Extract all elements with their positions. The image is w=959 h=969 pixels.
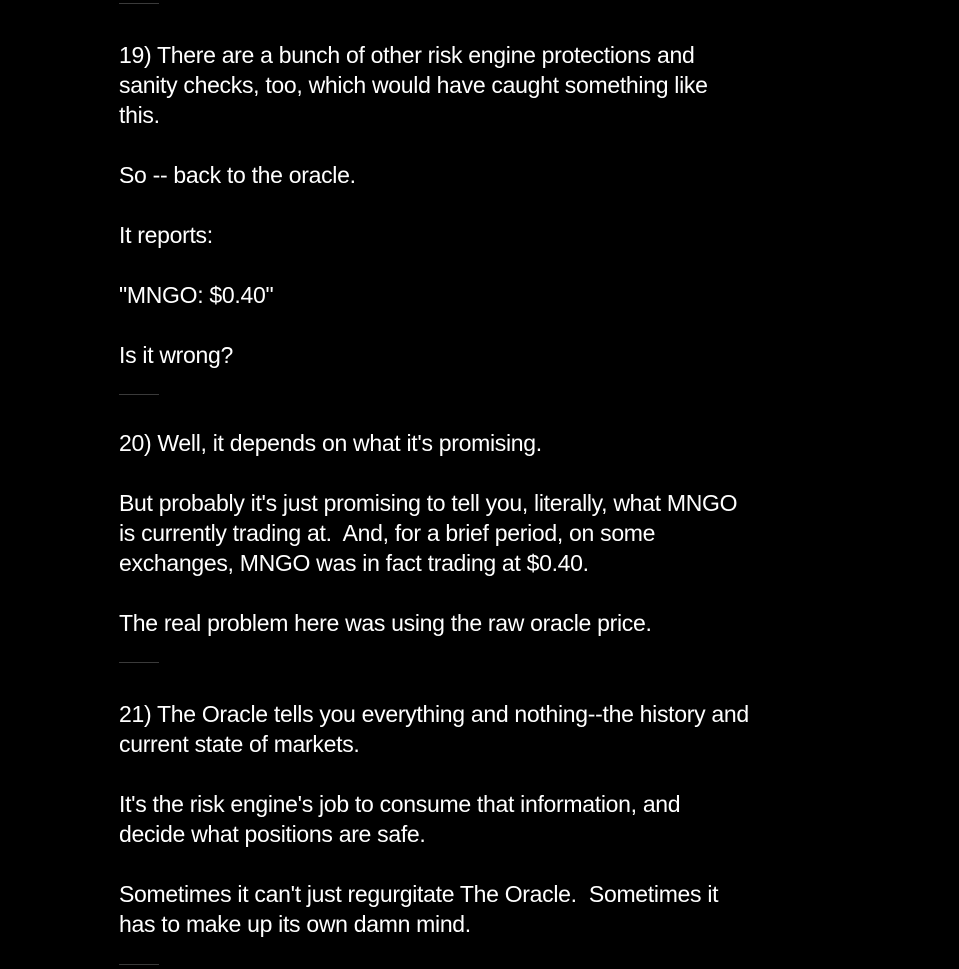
tweet-19-paragraph-5: Is it wrong? (119, 342, 234, 368)
thread-divider (119, 964, 159, 965)
tweet-19-paragraph-2: So -- back to the oracle. (119, 162, 356, 188)
tweet-20-paragraph-1: 20) Well, it depends on what it's promising. (119, 430, 542, 456)
thread-divider (119, 394, 159, 395)
tweet-19-paragraph-1: 19) There are a bunch of other risk engine protections and sanity checks, too, which would have caught something like this. (119, 42, 708, 128)
tweet-thread (119, 0, 839, 965)
tweet-19-paragraph-4: "MNGO: $0.40" (119, 282, 274, 308)
thread-divider (119, 662, 159, 663)
thread-divider (119, 3, 159, 4)
tweet-20-paragraph-2: But probably it's just promising to tell you, literally, what MNGO is currently trading at. And, for a brief period, on some exchanges, MNGO was in fact trading at $0.40. (119, 490, 738, 576)
tweet-21-paragraph-2: It's the risk engine's job to consume that information, and decide what positions are safe. (119, 791, 681, 847)
tweet-20[interactable] (119, 428, 839, 638)
tweet-21-paragraph-3: Sometimes it can't just regurgitate The Oracle. Sometimes it has to make up its own damn mind. (119, 881, 719, 937)
tweet-21-paragraph-1: 21) The Oracle tells you everything and nothing--the history and current state of markets. (119, 701, 749, 757)
tweet-20-paragraph-3: The real problem here was using the raw oracle price. (119, 610, 652, 636)
tweet-21[interactable] (119, 699, 839, 939)
tweet-19-paragraph-3: It reports: (119, 222, 213, 248)
tweet-19[interactable] (119, 40, 839, 370)
